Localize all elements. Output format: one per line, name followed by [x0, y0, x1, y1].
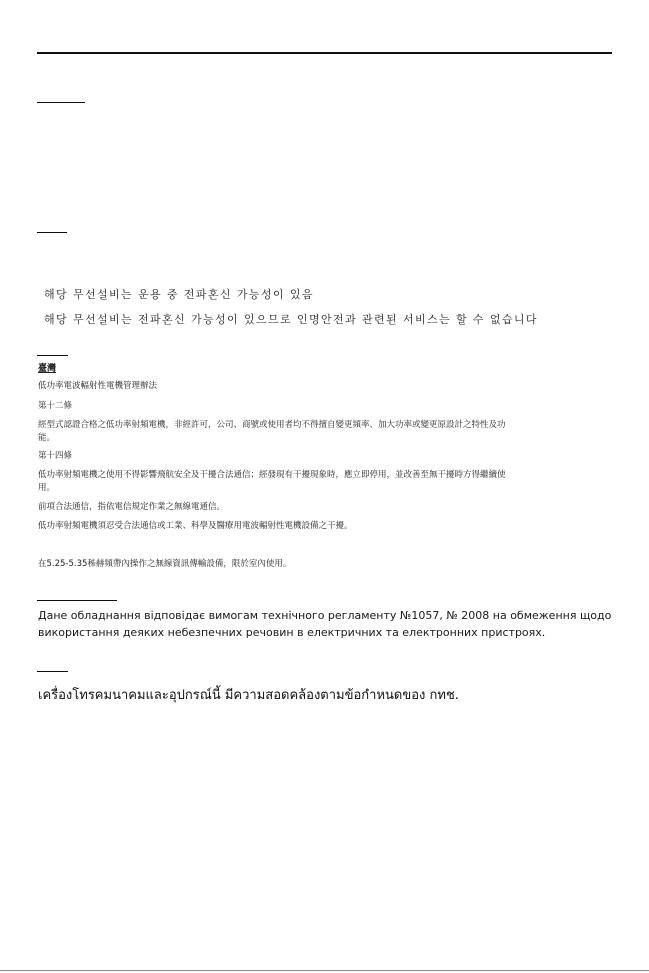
section-heading-underline — [37, 671, 68, 672]
ukraine-notice-line1: Дане обладнання відповідає вимогам технічного регламенту №1057, № 2008 на обмеження щодо — [38, 609, 612, 622]
section-heading-underline — [37, 232, 67, 233]
section-heading-underline — [37, 355, 68, 356]
taiwan-article12-label: 第十二條 — [38, 401, 73, 411]
korea-notice-line2: 해당 무선설비는 전파혼신 가능성이 있으므로 인명안전과 관련된 서비스는 할 수 없습니다 — [44, 313, 538, 326]
section-heading-underline — [37, 600, 117, 601]
taiwan-article14-label: 第十四條 — [38, 451, 73, 461]
taiwan-article14-text-cont: 用。 — [38, 483, 56, 493]
taiwan-regulation-title: 低功率電波輻射性電機管理辦法 — [38, 381, 158, 391]
ukraine-notice-line2: використання деяких небезпечних речовин в електричних та електронних пристроях. — [38, 626, 546, 639]
taiwan-article12-text: 經型式認證合格之低功率射頻電機，非經許可，公司、商號或使用者均不得擅自變更頻率、加大功率或變更原設計之特性及功 — [38, 420, 506, 430]
taiwan-definition-1: 前項合法通信，指依電信規定作業之無線電通信。 — [38, 502, 226, 512]
page-bottom-edge — [0, 970, 649, 971]
header-rule — [37, 52, 612, 54]
taiwan-article14-text: 低功率射頻電機之使用不得影響飛航安全及干擾合法通信；經發現有干擾現象時，應立即停用，並改善至無干擾時方得繼續使 — [38, 470, 506, 480]
taiwan-definition-2: 低功率射頻電機須忍受合法通信或工業、科學及醫療用電波輻射性電機設備之干擾。 — [38, 521, 353, 531]
taiwan-heading: 臺灣 — [38, 364, 57, 374]
taiwan-band-notice: 在5.25-5.35秭赫頻帶內操作之無線資訊傳輸設備，限於室內使用。 — [38, 559, 292, 569]
section-heading-underline — [37, 102, 85, 103]
thailand-notice: เครื่องโทรคมนาคมและอุปกรณ์นี้ มีความสอดคล้องตามข้อกำหนดของ กทช. — [38, 688, 459, 703]
korea-notice-line1: 해당 무선설비는 운용 중 전파혼신 가능성이 있음 — [44, 288, 314, 301]
taiwan-article12-text-cont: 能。 — [38, 433, 56, 443]
